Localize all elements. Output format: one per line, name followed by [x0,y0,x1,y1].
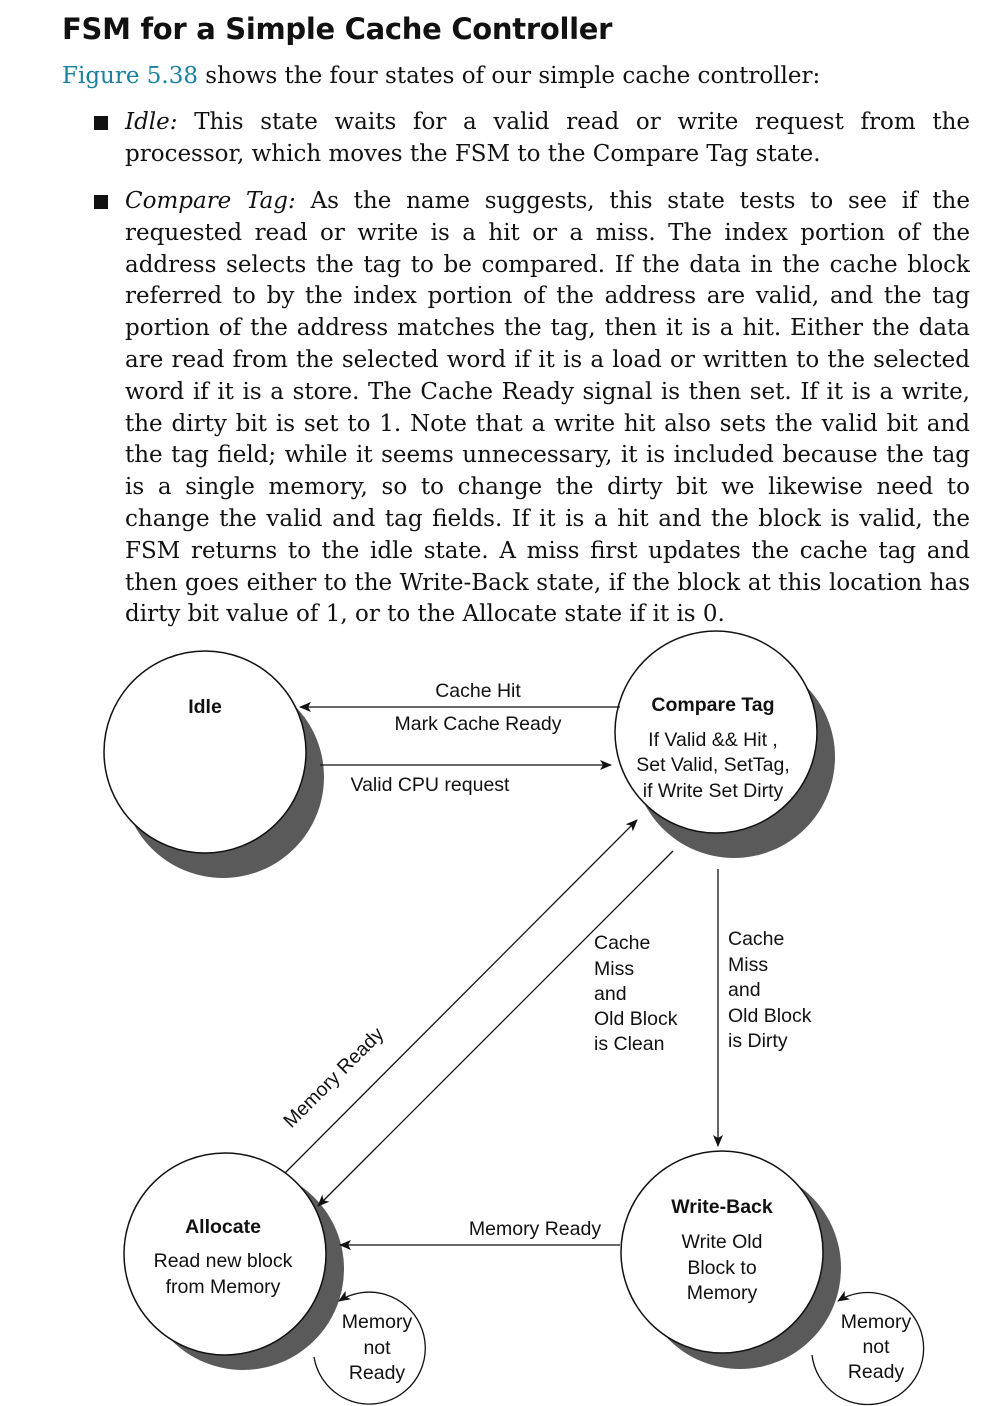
bullet-square-icon [94,116,108,130]
figure-reference-link[interactable]: Figure 5.38 [62,63,198,89]
write-back-label: Write-Back [671,1196,773,1218]
allocate-wait-label: Memory [341,1311,413,1333]
bullet-term: Idle: [125,109,178,135]
allocate-action-line: from Memory [165,1276,281,1298]
bullet-term: Compare Tag: [125,188,296,214]
dirty-miss-label: Miss [728,954,769,976]
intro-text: shows the four states of our simple cache controller: [197,63,821,89]
intro-paragraph [62,60,982,92]
valid-cpu-request-label: Valid CPU request [350,774,510,796]
compare-action-line: if Write Set Dirty [642,780,784,802]
writeback-wait-label: not [862,1336,890,1358]
section-heading: FSM for a Simple Cache Controller [62,12,613,46]
compare-tag-label: Compare Tag [651,694,775,716]
writeback-wait-label: Memory [840,1311,912,1333]
compare-action-line: Set Valid, SetTag, [636,754,790,776]
dirty-miss-label: is Dirty [728,1030,788,1052]
memory-ready-diagonal-label: Memory Ready [279,1023,389,1133]
clean-miss-label: Old Block [594,1008,678,1030]
memory-ready-bottom-label: Memory Ready [468,1218,602,1240]
fsm-diagram [0,620,1000,1406]
clean-miss-label: is Clean [594,1033,665,1055]
dirty-miss-label: Cache [728,928,785,950]
allocate-wait-label: not [363,1337,391,1359]
compare-action-line: If Valid && Hit , [648,729,778,751]
writeback-action-line: Block to [687,1257,757,1279]
bullet-text: As the name suggests, this state tests to see if the requested read or write is a hit or a miss. The index portion of the address selects the tag to be compared. If the data in the cache block referred to by the index portion of the address are valid, and the tag portion of the address matches the tag, then it is a hit. Either the data are read from the selected word if it is a load or written to the selected word if it is a store. The Cache Ready signal is then set. If it is a write, the dirty bit is set to 1. Note that a write hit also sets the valid bit and the tag field; while it seems unnecessary, it is included because the tag is a single memory, so to change the dirty bit we likewise need to change the valid and tag fields. If it is a hit and the block is valid, the FSM returns to the idle state. A miss first updates the cache tag and then goes either to the Write-Back state, if the block at this location has dirty bit value of 1, or to the Allocate state if it is 0. [125,188,970,628]
clean-miss-label: Miss [594,958,635,980]
allocate-label: Allocate [185,1216,261,1238]
clean-miss-label: and [594,983,627,1005]
cache-hit-label: Cache Hit [435,680,521,702]
writeback-action-line: Write Old [681,1231,763,1253]
writeback-wait-label: Ready [847,1361,905,1383]
allocate-action-line: Read new block [153,1250,293,1272]
bullet-compare-tag [125,186,970,631]
allocate-wait-label: Ready [348,1362,406,1384]
arrow-memory-ready-allocate [285,820,637,1173]
bullet-text: This state waits for a valid read or write request from the processor, which moves the FSM to the Compare Tag state. [125,109,970,167]
clean-miss-label: Cache [594,932,651,954]
bullet-idle [125,107,970,171]
mark-cache-ready-label: Mark Cache Ready [394,713,562,735]
bullet-square-icon [94,195,108,209]
state-idle [104,651,306,853]
dirty-miss-label: Old Block [728,1005,812,1027]
dirty-miss-label: and [728,979,761,1001]
idle-label: Idle [188,696,222,718]
writeback-action-line: Memory [686,1282,758,1304]
